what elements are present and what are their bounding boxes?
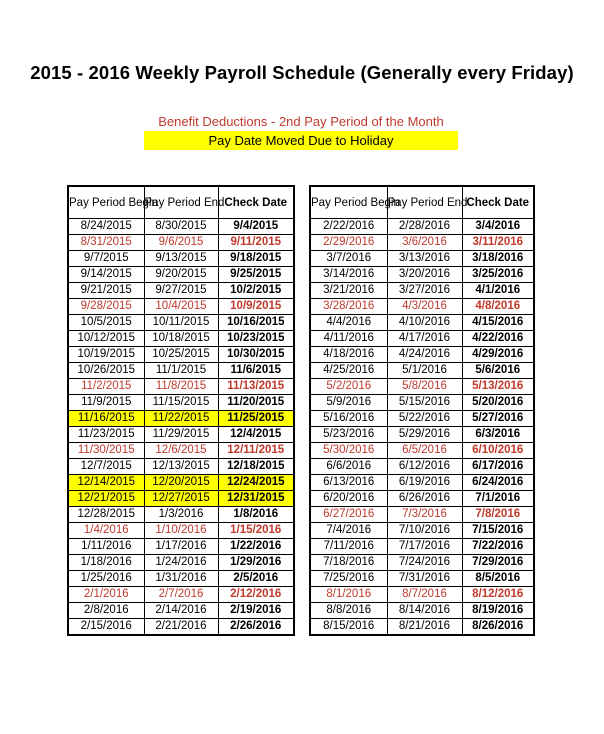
cell-period-end: 3/20/2016 <box>387 267 462 283</box>
table-row <box>68 363 294 379</box>
cell-period-end: 11/29/2015 <box>144 427 218 443</box>
cell-check-date: 11/13/2015 <box>218 379 294 395</box>
legend-holiday: Pay Date Moved Due to Holiday <box>144 131 458 150</box>
table-row <box>310 507 534 523</box>
cell-period-end: 8/14/2016 <box>387 603 462 619</box>
table-row <box>310 491 534 507</box>
table-row <box>310 283 534 299</box>
cell-period-begin: 6/6/2016 <box>310 459 387 475</box>
header-check-date: Check Date <box>462 186 534 219</box>
payroll-table-right <box>309 185 535 636</box>
cell-period-begin: 5/2/2016 <box>310 379 387 395</box>
cell-check-date: 11/6/2015 <box>218 363 294 379</box>
page-title: 2015 - 2016 Weekly Payroll Schedule (Generally every Friday) <box>30 62 574 83</box>
table-header-row <box>310 186 534 219</box>
cell-period-end: 7/17/2016 <box>387 539 462 555</box>
cell-check-date: 9/4/2015 <box>218 219 294 235</box>
cell-period-end: 3/27/2016 <box>387 283 462 299</box>
cell-period-begin: 2/15/2016 <box>68 619 144 636</box>
cell-check-date: 12/4/2015 <box>218 427 294 443</box>
payroll-table-left <box>67 185 295 636</box>
cell-period-begin: 9/7/2015 <box>68 251 144 267</box>
table-row <box>68 587 294 603</box>
cell-period-begin: 4/18/2016 <box>310 347 387 363</box>
cell-period-begin: 10/5/2015 <box>68 315 144 331</box>
cell-period-begin: 3/28/2016 <box>310 299 387 315</box>
cell-period-begin: 9/28/2015 <box>68 299 144 315</box>
cell-period-begin: 8/24/2015 <box>68 219 144 235</box>
table-row <box>68 523 294 539</box>
cell-period-end: 7/10/2016 <box>387 523 462 539</box>
cell-check-date: 8/26/2016 <box>462 619 534 636</box>
cell-period-end: 6/5/2016 <box>387 443 462 459</box>
cell-period-begin: 12/28/2015 <box>68 507 144 523</box>
cell-period-begin: 1/4/2016 <box>68 523 144 539</box>
cell-check-date: 5/13/2016 <box>462 379 534 395</box>
cell-check-date: 3/4/2016 <box>462 219 534 235</box>
cell-check-date: 9/18/2015 <box>218 251 294 267</box>
cell-period-begin: 1/11/2016 <box>68 539 144 555</box>
cell-period-end: 10/18/2015 <box>144 331 218 347</box>
table-row <box>68 251 294 267</box>
cell-period-begin: 8/15/2016 <box>310 619 387 636</box>
cell-period-begin: 3/14/2016 <box>310 267 387 283</box>
cell-check-date: 6/17/2016 <box>462 459 534 475</box>
cell-period-end: 12/20/2015 <box>144 475 218 491</box>
cell-period-end: 2/21/2016 <box>144 619 218 636</box>
table-row <box>310 523 534 539</box>
cell-check-date: 12/11/2015 <box>218 443 294 459</box>
cell-period-begin: 4/4/2016 <box>310 315 387 331</box>
cell-check-date: 2/5/2016 <box>218 571 294 587</box>
table-row <box>68 539 294 555</box>
table-row <box>310 571 534 587</box>
cell-check-date: 7/22/2016 <box>462 539 534 555</box>
header-period-end: Pay Period End <box>144 186 218 219</box>
table-row <box>68 315 294 331</box>
cell-period-end: 8/7/2016 <box>387 587 462 603</box>
table-row <box>68 459 294 475</box>
cell-check-date: 6/24/2016 <box>462 475 534 491</box>
cell-check-date: 1/8/2016 <box>218 507 294 523</box>
cell-period-begin: 8/8/2016 <box>310 603 387 619</box>
table-row <box>68 379 294 395</box>
cell-period-begin: 4/11/2016 <box>310 331 387 347</box>
table-row <box>68 235 294 251</box>
header-period-end: Pay Period End <box>387 186 462 219</box>
cell-check-date: 10/16/2015 <box>218 315 294 331</box>
table-row <box>68 427 294 443</box>
cell-period-end: 3/13/2016 <box>387 251 462 267</box>
table-row <box>68 219 294 235</box>
cell-period-end: 2/7/2016 <box>144 587 218 603</box>
cell-period-begin: 12/21/2015 <box>68 491 144 507</box>
table-row <box>310 251 534 267</box>
cell-period-end: 1/24/2016 <box>144 555 218 571</box>
cell-period-end: 9/27/2015 <box>144 283 218 299</box>
cell-period-begin: 11/23/2015 <box>68 427 144 443</box>
table-row <box>68 299 294 315</box>
cell-period-end: 7/3/2016 <box>387 507 462 523</box>
cell-period-end: 1/10/2016 <box>144 523 218 539</box>
legend-benefit-deductions: Benefit Deductions - 2nd Pay Period of the Month <box>158 114 444 129</box>
cell-check-date: 4/8/2016 <box>462 299 534 315</box>
cell-check-date: 2/12/2016 <box>218 587 294 603</box>
table-row <box>310 299 534 315</box>
cell-check-date: 8/19/2016 <box>462 603 534 619</box>
table-row <box>310 363 534 379</box>
cell-period-end: 6/19/2016 <box>387 475 462 491</box>
cell-check-date: 8/5/2016 <box>462 571 534 587</box>
cell-period-end: 4/10/2016 <box>387 315 462 331</box>
cell-period-end: 5/29/2016 <box>387 427 462 443</box>
table-row <box>310 619 534 636</box>
cell-period-end: 4/3/2016 <box>387 299 462 315</box>
cell-period-end: 8/21/2016 <box>387 619 462 636</box>
cell-check-date: 10/23/2015 <box>218 331 294 347</box>
cell-period-begin: 2/8/2016 <box>68 603 144 619</box>
table-row <box>310 427 534 443</box>
table-body-left <box>68 219 294 636</box>
cell-check-date: 5/20/2016 <box>462 395 534 411</box>
cell-check-date: 8/12/2016 <box>462 587 534 603</box>
cell-period-end: 1/17/2016 <box>144 539 218 555</box>
cell-check-date: 10/30/2015 <box>218 347 294 363</box>
table-row <box>68 283 294 299</box>
cell-check-date: 2/19/2016 <box>218 603 294 619</box>
cell-period-begin: 11/30/2015 <box>68 443 144 459</box>
cell-check-date: 6/3/2016 <box>462 427 534 443</box>
cell-check-date: 5/27/2016 <box>462 411 534 427</box>
cell-check-date: 9/11/2015 <box>218 235 294 251</box>
table-row <box>310 475 534 491</box>
cell-period-begin: 8/1/2016 <box>310 587 387 603</box>
table-row <box>68 331 294 347</box>
table-row <box>68 571 294 587</box>
cell-check-date: 4/29/2016 <box>462 347 534 363</box>
cell-period-begin: 7/18/2016 <box>310 555 387 571</box>
cell-period-end: 11/8/2015 <box>144 379 218 395</box>
cell-check-date: 10/2/2015 <box>218 283 294 299</box>
table-row <box>310 443 534 459</box>
cell-period-begin: 10/12/2015 <box>68 331 144 347</box>
cell-period-end: 6/26/2016 <box>387 491 462 507</box>
cell-check-date: 9/25/2015 <box>218 267 294 283</box>
cell-period-begin: 5/23/2016 <box>310 427 387 443</box>
cell-period-end: 7/31/2016 <box>387 571 462 587</box>
cell-period-end: 1/3/2016 <box>144 507 218 523</box>
cell-period-begin: 12/14/2015 <box>68 475 144 491</box>
table-row <box>68 443 294 459</box>
cell-period-end: 12/13/2015 <box>144 459 218 475</box>
cell-period-begin: 11/2/2015 <box>68 379 144 395</box>
table-row <box>68 267 294 283</box>
cell-period-begin: 1/25/2016 <box>68 571 144 587</box>
table-row <box>310 331 534 347</box>
cell-period-end: 2/14/2016 <box>144 603 218 619</box>
cell-period-end: 10/11/2015 <box>144 315 218 331</box>
cell-check-date: 12/18/2015 <box>218 459 294 475</box>
table-row <box>310 347 534 363</box>
table-row <box>310 379 534 395</box>
cell-period-end: 5/22/2016 <box>387 411 462 427</box>
table-row <box>68 475 294 491</box>
table-row <box>310 555 534 571</box>
table-header-row <box>68 186 294 219</box>
table-row <box>68 347 294 363</box>
cell-check-date: 4/1/2016 <box>462 283 534 299</box>
cell-period-begin: 10/19/2015 <box>68 347 144 363</box>
table-row <box>68 603 294 619</box>
cell-period-end: 2/28/2016 <box>387 219 462 235</box>
table-row <box>310 219 534 235</box>
cell-check-date: 6/10/2016 <box>462 443 534 459</box>
cell-period-end: 6/12/2016 <box>387 459 462 475</box>
cell-period-begin: 6/20/2016 <box>310 491 387 507</box>
cell-check-date: 7/15/2016 <box>462 523 534 539</box>
cell-check-date: 11/25/2015 <box>218 411 294 427</box>
cell-check-date: 11/20/2015 <box>218 395 294 411</box>
table-row <box>310 411 534 427</box>
cell-period-end: 9/20/2015 <box>144 267 218 283</box>
cell-check-date: 12/24/2015 <box>218 475 294 491</box>
cell-check-date: 1/22/2016 <box>218 539 294 555</box>
cell-check-date: 4/15/2016 <box>462 315 534 331</box>
table-row <box>68 411 294 427</box>
cell-period-begin: 2/22/2016 <box>310 219 387 235</box>
cell-period-end: 11/1/2015 <box>144 363 218 379</box>
table-body-right <box>310 219 534 636</box>
cell-check-date: 12/31/2015 <box>218 491 294 507</box>
cell-period-end: 10/25/2015 <box>144 347 218 363</box>
table-row <box>68 395 294 411</box>
cell-period-end: 7/24/2016 <box>387 555 462 571</box>
cell-period-end: 8/30/2015 <box>144 219 218 235</box>
cell-check-date: 3/11/2016 <box>462 235 534 251</box>
table-row <box>310 539 534 555</box>
cell-period-begin: 1/18/2016 <box>68 555 144 571</box>
table-row <box>310 459 534 475</box>
cell-check-date: 2/26/2016 <box>218 619 294 636</box>
cell-period-end: 4/24/2016 <box>387 347 462 363</box>
cell-period-begin: 11/9/2015 <box>68 395 144 411</box>
cell-period-end: 11/15/2015 <box>144 395 218 411</box>
cell-period-begin: 7/25/2016 <box>310 571 387 587</box>
cell-period-begin: 3/7/2016 <box>310 251 387 267</box>
cell-check-date: 1/29/2016 <box>218 555 294 571</box>
cell-period-end: 12/27/2015 <box>144 491 218 507</box>
cell-period-end: 5/15/2016 <box>387 395 462 411</box>
cell-check-date: 1/15/2016 <box>218 523 294 539</box>
cell-period-begin: 12/7/2015 <box>68 459 144 475</box>
cell-period-begin: 7/11/2016 <box>310 539 387 555</box>
table-row <box>310 315 534 331</box>
table-row <box>310 267 534 283</box>
header-period-begin: Pay Period Begin <box>310 186 387 219</box>
cell-check-date: 7/8/2016 <box>462 507 534 523</box>
table-row <box>310 235 534 251</box>
cell-period-begin: 2/1/2016 <box>68 587 144 603</box>
table-row <box>68 619 294 636</box>
table-row <box>310 395 534 411</box>
cell-period-begin: 11/16/2015 <box>68 411 144 427</box>
cell-period-end: 10/4/2015 <box>144 299 218 315</box>
cell-period-begin: 3/21/2016 <box>310 283 387 299</box>
cell-period-begin: 2/29/2016 <box>310 235 387 251</box>
cell-period-end: 3/6/2016 <box>387 235 462 251</box>
table-row <box>68 491 294 507</box>
cell-period-end: 5/1/2016 <box>387 363 462 379</box>
cell-period-begin: 10/26/2015 <box>68 363 144 379</box>
cell-period-begin: 8/31/2015 <box>68 235 144 251</box>
cell-period-end: 11/22/2015 <box>144 411 218 427</box>
cell-check-date: 7/29/2016 <box>462 555 534 571</box>
cell-check-date: 4/22/2016 <box>462 331 534 347</box>
cell-check-date: 3/25/2016 <box>462 267 534 283</box>
table-row <box>68 507 294 523</box>
cell-period-end: 9/13/2015 <box>144 251 218 267</box>
cell-period-begin: 6/27/2016 <box>310 507 387 523</box>
cell-period-begin: 9/21/2015 <box>68 283 144 299</box>
table-row <box>310 603 534 619</box>
cell-period-end: 5/8/2016 <box>387 379 462 395</box>
cell-period-begin: 5/16/2016 <box>310 411 387 427</box>
cell-period-begin: 7/4/2016 <box>310 523 387 539</box>
cell-period-end: 4/17/2016 <box>387 331 462 347</box>
cell-check-date: 3/18/2016 <box>462 251 534 267</box>
cell-period-begin: 5/9/2016 <box>310 395 387 411</box>
cell-period-begin: 9/14/2015 <box>68 267 144 283</box>
table-row <box>68 555 294 571</box>
cell-period-end: 1/31/2016 <box>144 571 218 587</box>
header-check-date: Check Date <box>218 186 294 219</box>
cell-check-date: 5/6/2016 <box>462 363 534 379</box>
cell-period-end: 9/6/2015 <box>144 235 218 251</box>
header-period-begin: Pay Period Begin <box>68 186 144 219</box>
cell-period-end: 12/6/2015 <box>144 443 218 459</box>
cell-check-date: 7/1/2016 <box>462 491 534 507</box>
cell-period-begin: 5/30/2016 <box>310 443 387 459</box>
table-row <box>310 587 534 603</box>
cell-check-date: 10/9/2015 <box>218 299 294 315</box>
cell-period-begin: 6/13/2016 <box>310 475 387 491</box>
cell-period-begin: 4/25/2016 <box>310 363 387 379</box>
